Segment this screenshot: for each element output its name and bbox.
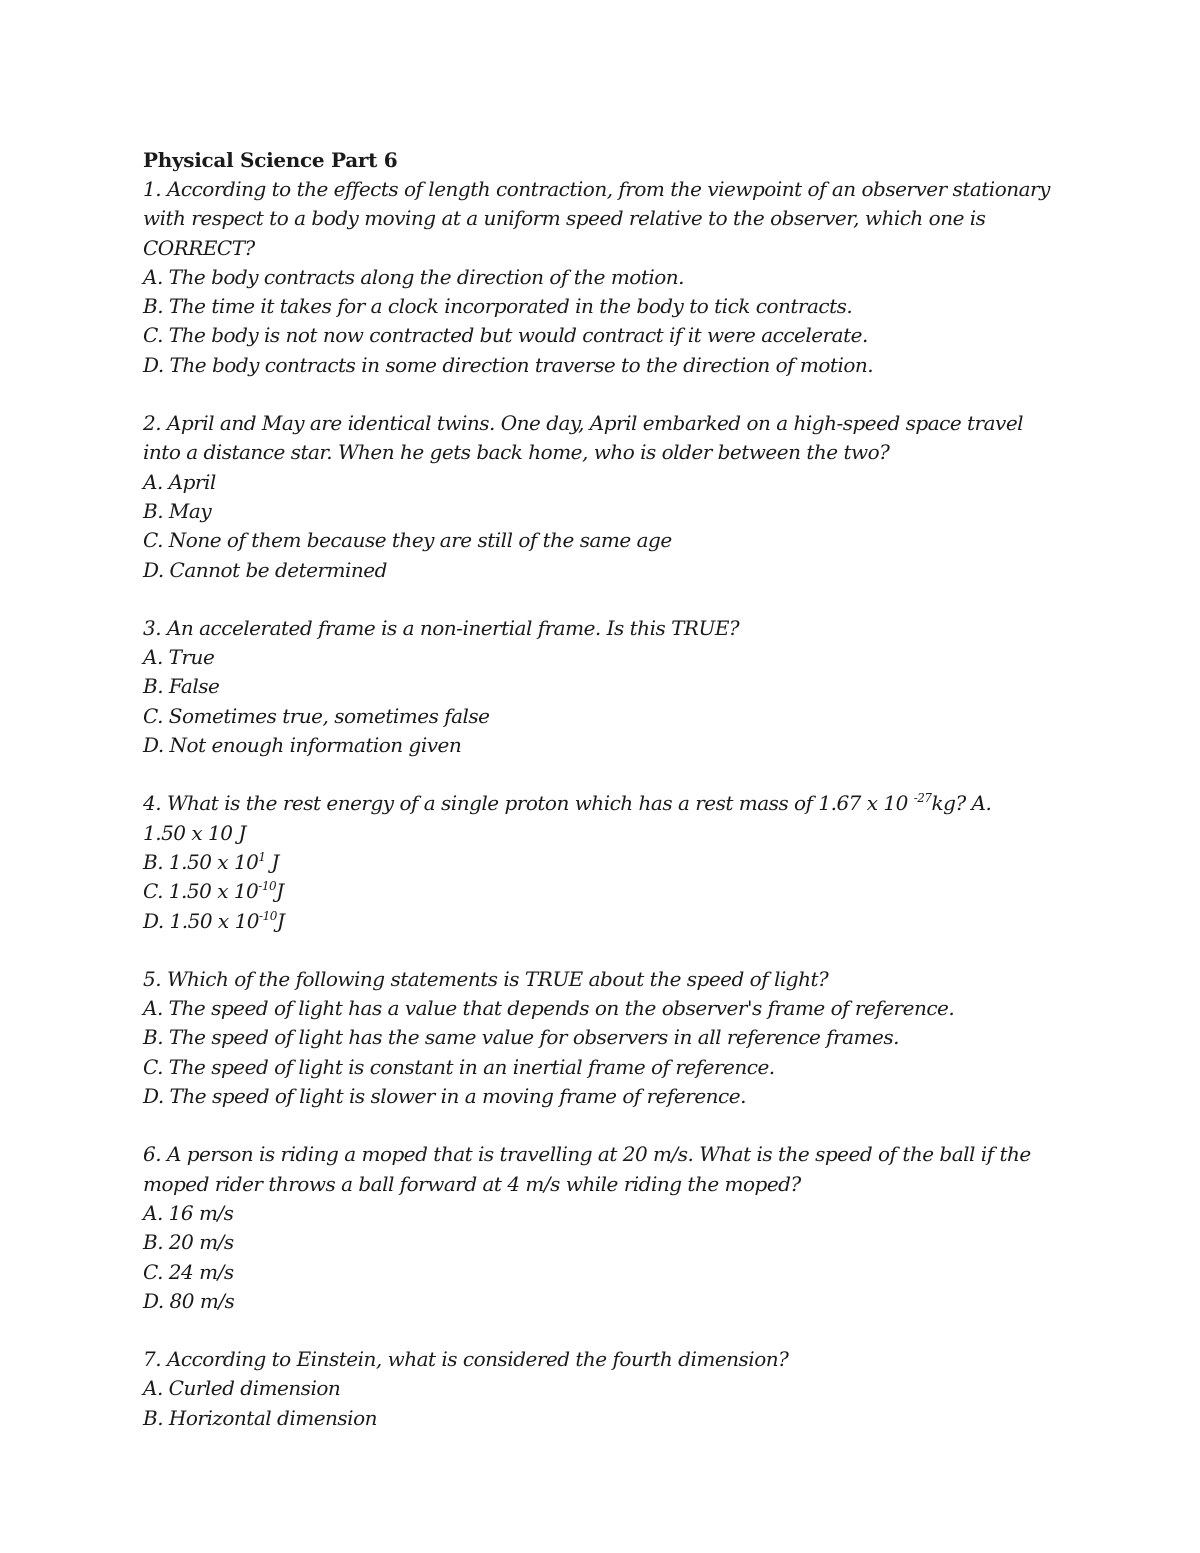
question-6-stem-line: moped rider throws a ball forward at 4 m/s while riding the moped? [143, 1171, 801, 1196]
question-4-option-a-value: 1.50 x 10 J [143, 820, 246, 845]
question-4-stem-tail: kg? A. [931, 791, 992, 816]
question-1-stem-line: 1. According to the effects of length contraction, from the viewpoint of an observer stationary [143, 177, 1050, 201]
question-5-stem-line: 5. Which of the following statements is TRUE about the speed of light? [143, 966, 829, 991]
question-4 [143, 789, 1073, 935]
question-2-option-c: C. None of them because they are still of the same age [143, 528, 672, 553]
question-6-option-b: B. 20 m/s [143, 1230, 234, 1255]
option-exponent: -10 [259, 908, 277, 923]
question-3-stem-line: 3. An accelerated frame is a non-inertial frame. Is this TRUE? [143, 615, 740, 640]
option-unit: J [276, 879, 284, 904]
question-5-option-d: D. The speed of light is slower in a moving frame of reference. [143, 1084, 746, 1109]
question-1-option-b: B. The time it takes for a clock incorporated in the body to tick contracts. [143, 294, 853, 319]
option-text: D. 1.50 x 10 [143, 908, 260, 933]
question-3-option-b: B. False [143, 674, 220, 699]
question-6 [143, 1140, 1073, 1316]
question-3-option-c: C. Sometimes true, sometimes false [143, 703, 490, 728]
question-5 [143, 965, 1073, 1111]
question-1-stem-line: with respect to a body moving at a uniform speed relative to the observer, which one is [143, 206, 986, 231]
question-5-option-c: C. The speed of light is constant in an inertial frame of reference. [143, 1054, 775, 1079]
question-3-option-a: A. True [143, 645, 215, 670]
option-unit: J [276, 908, 285, 933]
option-exponent: 1 [258, 849, 266, 864]
question-6-option-d: D. 80 m/s [143, 1288, 235, 1313]
page-title: Physical Science Part 6 [143, 148, 398, 172]
document-page [143, 146, 1073, 1462]
option-text: B. 1.50 x 10 [143, 849, 259, 874]
option-unit: J [265, 849, 279, 874]
question-2-stem-line: 2. April and May are identical twins. One day, April embarked on a high-speed space travel [143, 411, 1024, 436]
question-3 [143, 614, 1073, 760]
question-5-option-b: B. The speed of light has the same value for observers in all reference frames. [143, 1025, 899, 1050]
question-2 [143, 409, 1073, 585]
question-1-stem-line: CORRECT? [143, 235, 255, 260]
question-7-option-a: A. Curled dimension [143, 1376, 341, 1401]
question-1 [143, 175, 1073, 380]
question-1-option-d: D. The body contracts in some direction traverse to the direction of motion. [143, 352, 874, 377]
option-text: C. 1.50 x 10 [143, 879, 259, 904]
question-4-stem-line [143, 789, 1073, 818]
question-7-option-b: B. Horizontal dimension [143, 1405, 377, 1430]
question-4-stem-text: 4. What is the rest energy of a single proton which has a rest mass of 1.67 x 10 [143, 791, 914, 816]
question-7 [143, 1345, 1073, 1433]
question-3-option-d: D. Not enough information given [143, 733, 462, 758]
question-2-option-b: B. May [143, 498, 212, 523]
question-6-option-c: C. 24 m/s [143, 1259, 234, 1284]
question-6-stem-line: 6. A person is riding a moped that is travelling at 20 m/s. What is the speed of the ball if the [143, 1142, 1031, 1167]
option-exponent: -10 [258, 879, 277, 894]
question-6-option-a: A. 16 m/s [143, 1200, 234, 1225]
question-2-stem-line: into a distance star. When he gets back home, who is older between the two? [143, 440, 890, 465]
question-5-option-a: A. The speed of light has a value that depends on the observer's frame of reference. [143, 996, 955, 1021]
question-1-option-a: A. The body contracts along the direction of the motion. [143, 264, 685, 289]
question-2-option-d: D. Cannot be determined [143, 557, 387, 582]
question-1-option-c: C. The body is not now contracted but would contract if it were accelerate. [143, 323, 868, 348]
question-2-option-a: A. April [143, 469, 216, 494]
question-4-option-c [143, 877, 1073, 906]
question-4-option-d [143, 907, 1073, 936]
question-4-option-b [143, 848, 1073, 877]
question-4-stem-exponent: -27 [913, 791, 932, 806]
question-7-stem-line: 7. According to Einstein, what is considered the fourth dimension? [143, 1347, 789, 1372]
